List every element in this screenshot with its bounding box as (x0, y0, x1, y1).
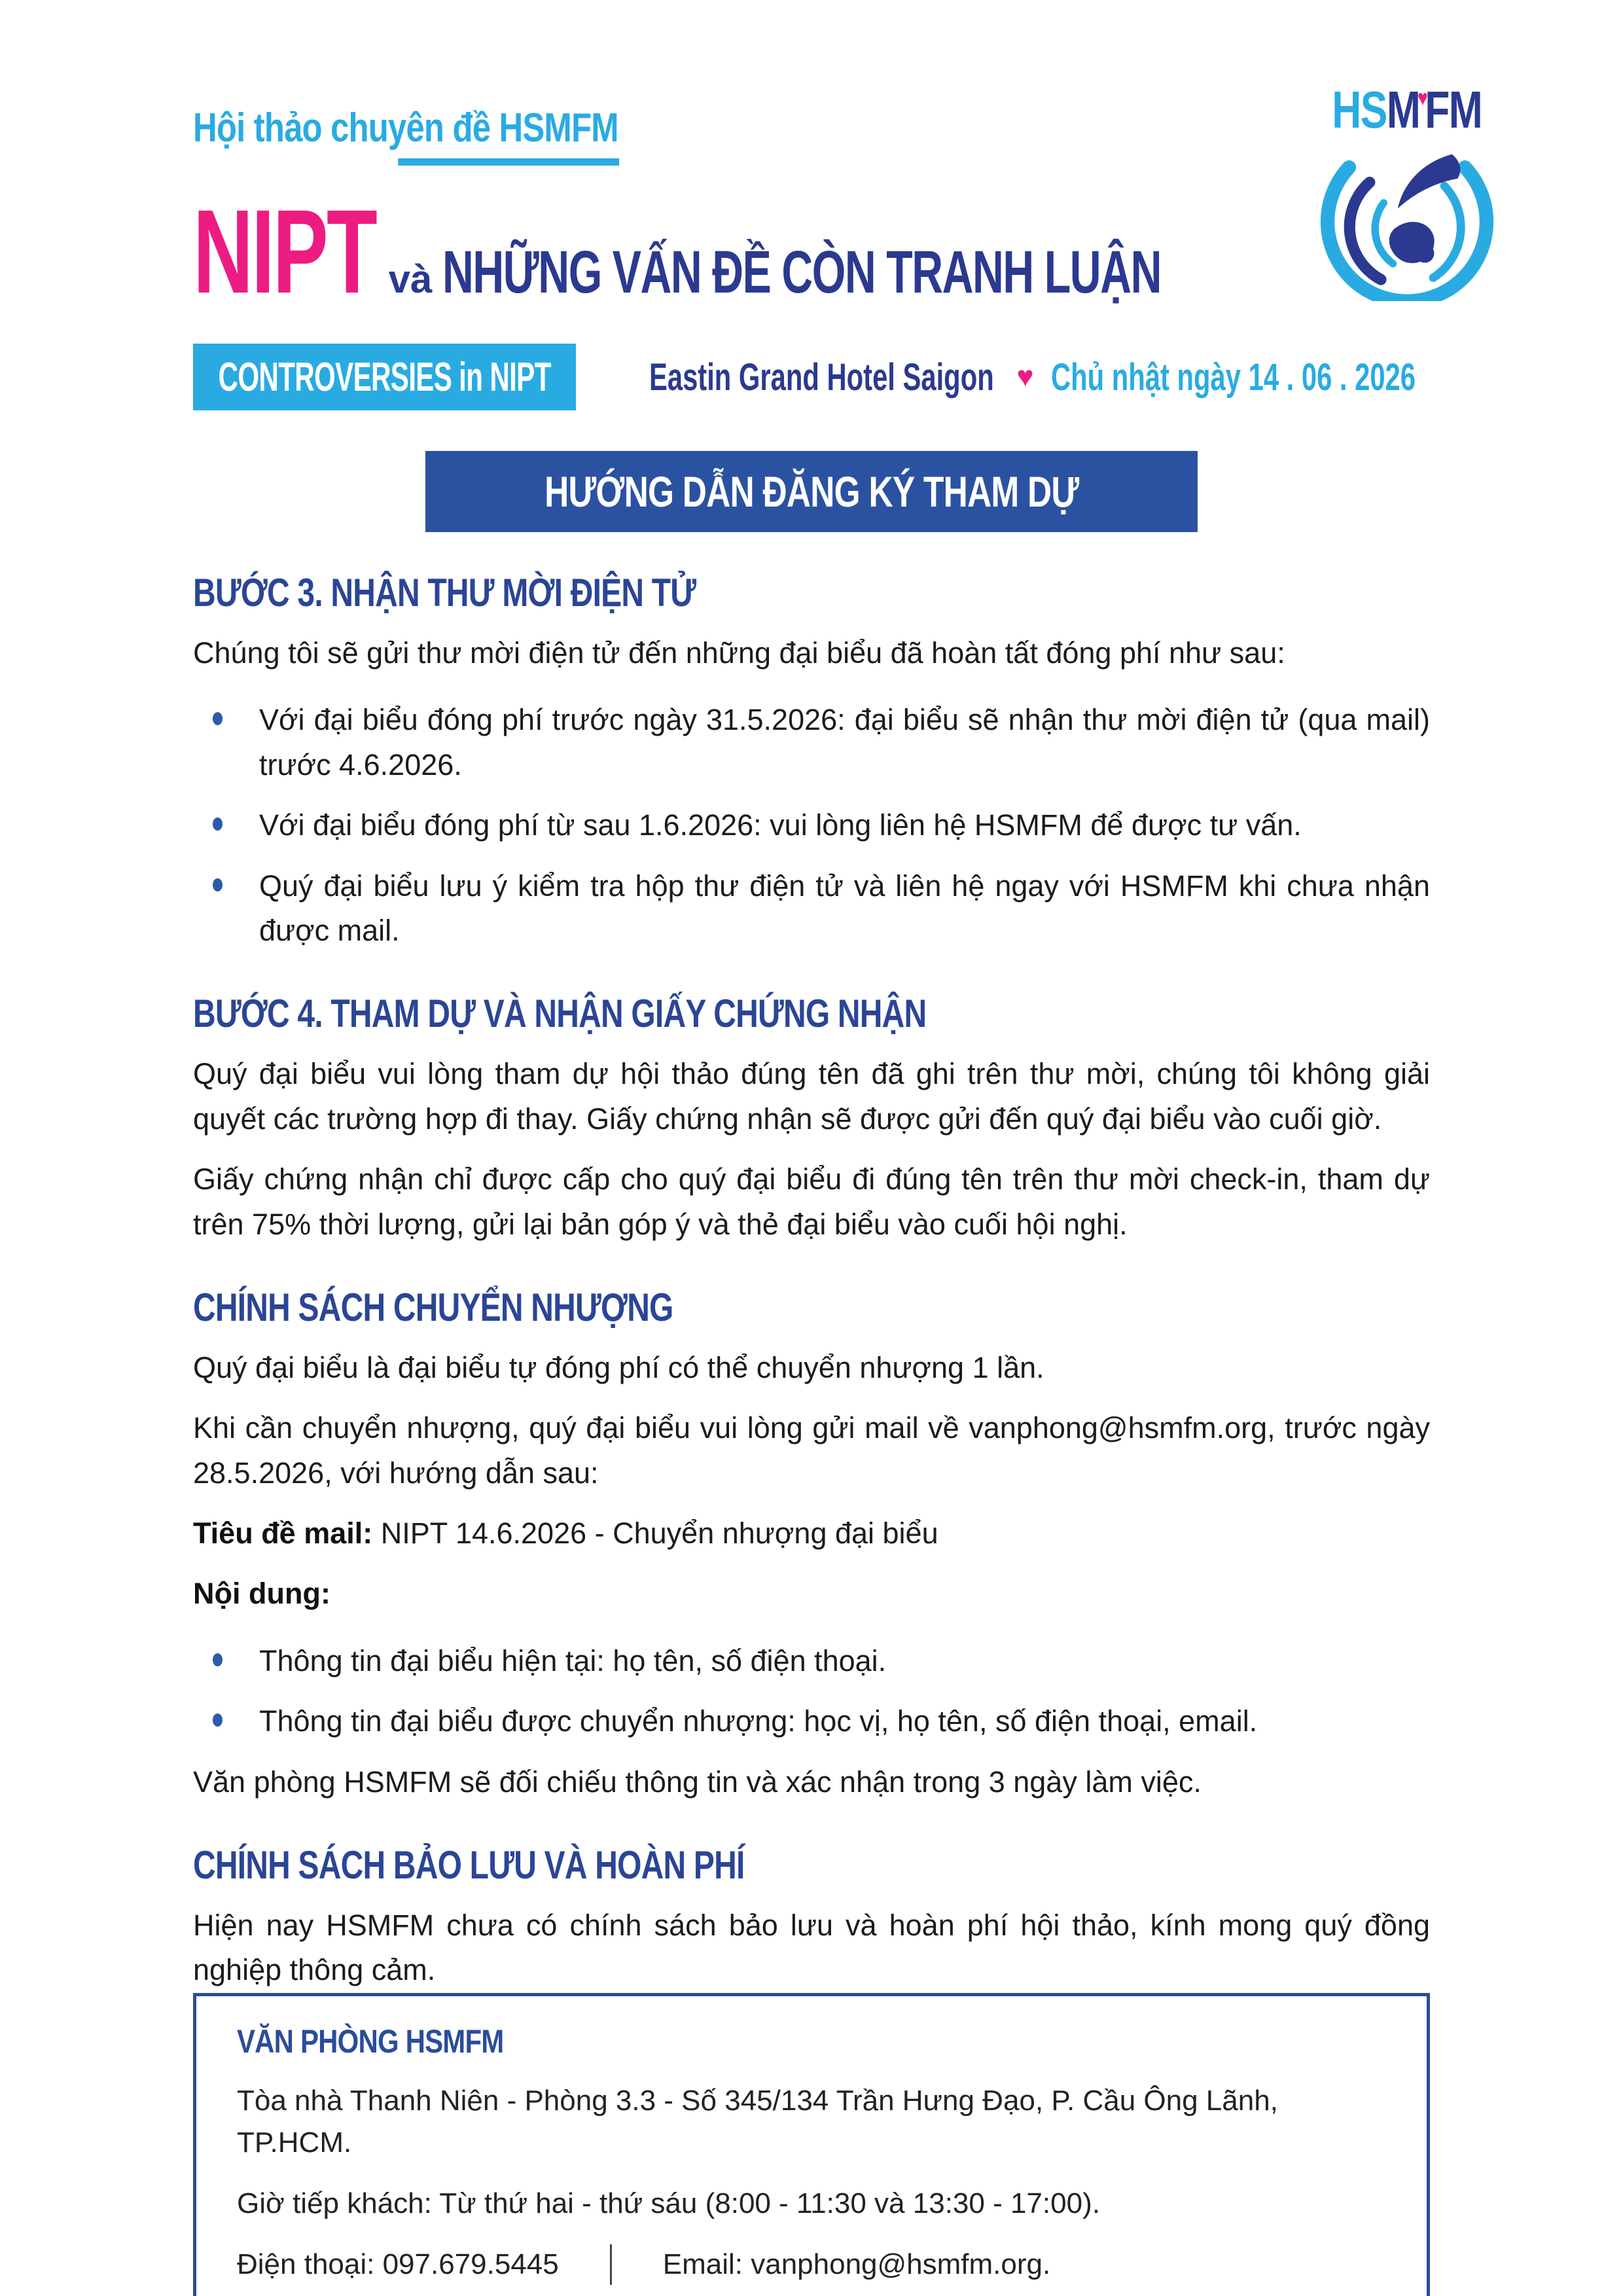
section-step4 (193, 991, 1430, 1036)
office-contact-box (193, 1993, 1430, 2296)
office-contact-line (237, 2244, 1386, 2285)
logo-text-hs: HS (1332, 81, 1387, 139)
office-hours: Giờ tiếp khách: Từ thứ hai - thứ sáu (8:00 - 11:30 và 13:30 - 17:00). (237, 2187, 1100, 2220)
section-transfer (193, 1285, 1430, 1330)
email-label: Email: (662, 2248, 751, 2281)
step4-paragraph: Giấy chứng nhận chỉ được cấp cho quý đại biểu đi đúng tên trên thư mời check-in, tham dự trên 75% thời lượng, gửi lại bản góp ý và thẻ đại biểu vào cuối hội nghị. (193, 1162, 1430, 1241)
list-item-text: Thông tin đại biểu được chuyển nhượng: học vị, họ tên, số điện thoại, email. (259, 1704, 1258, 1738)
transfer-note: Văn phòng HSMFM sẽ đối chiếu thông tin và xác nhận trong 3 ngày làm việc. (193, 1765, 1202, 1799)
section-step3-heading: BƯỚC 3. NHẬN THƯ MỜI ĐIỆN TỬ (193, 571, 696, 615)
transfer-paragraph: Khi cần chuyển nhượng, quý đại biểu vui lòng gửi mail về vanphong@hsmfm.org, trước ngày 28.5.2026, với hướng dẫn sau: (193, 1411, 1430, 1490)
bullet-dot-icon (213, 712, 223, 725)
mail-subject-label: Tiêu đề mail: (193, 1516, 373, 1551)
phone-label: Điện thoại: (237, 2248, 383, 2281)
step3-intro: Chúng tôi sẽ gửi thư mời điện tử đến những đại biểu đã hoàn tất đóng phí như sau: (193, 636, 1285, 670)
mother-child-emblem-icon (1312, 137, 1502, 301)
list-item-text: Với đại biểu đóng phí trước ngày 31.5.2026: đại biểu sẽ nhận thư mời điện tử (qua mail) trước 4.6.2026. (259, 703, 1430, 781)
section-step3 (193, 570, 1430, 615)
event-tagline (193, 105, 618, 151)
section-refund (193, 1842, 1430, 1888)
bullet-dot-icon (213, 878, 223, 891)
hsmfm-logo (1296, 81, 1518, 301)
event-date: Chủ nhật ngày 14 . 06 . 2026 (1050, 355, 1416, 399)
office-email (663, 2248, 1051, 2281)
event-tagline-text: Hội thảo chuyên đề HSMFM (193, 105, 618, 151)
mail-content-label: Nội dung: (193, 1577, 330, 1611)
email-value: vanphong@hsmfm.org. (751, 2248, 1051, 2281)
refund-paragraph: Hiện nay HSMFM chưa có chính sách bảo lưu và hoàn phí hội thảo, kính mong quý đồng nghiệp thông cảm. (193, 1909, 1430, 1987)
controversies-badge-text: CONTROVERSIES in NIPT (218, 354, 551, 400)
header (193, 105, 1430, 151)
list-item-text: Thông tin đại biểu hiện tại: họ tên, số điện thoại. (259, 1643, 887, 1677)
mail-subject-value: NIPT 14.6.2026 - Chuyển nhượng đại biểu (372, 1516, 938, 1551)
event-title (193, 185, 1430, 318)
registration-guide-banner-text: HƯỚNG DẪN ĐĂNG KÝ THAM DỰ (544, 467, 1079, 516)
tagline-underline (399, 158, 620, 166)
section-step4-heading: BƯỚC 4. THAM DỰ VÀ NHẬN GIẤY CHỨNG NHẬN (193, 992, 927, 1036)
bullet-dot-icon (213, 817, 223, 831)
logo-text-fm: FM (1425, 81, 1482, 139)
hsmfm-logo-wordmark (1332, 81, 1482, 139)
step4-paragraph: Quý đại biểu vui lòng tham dự hội thảo đúng tên đã ghi trên thư mời, chúng tôi không giải quyết các trường hợp đi thay. Giấy chứng nhận sẽ được gửi đến quý đại biểu vào cuối giờ. (193, 1057, 1430, 1136)
event-subtitle-row (193, 344, 1430, 410)
heart-icon: ♥ (1016, 361, 1034, 393)
mail-content-label-line (193, 1571, 1430, 1616)
mail-subject-line (193, 1511, 1430, 1556)
contact-divider (610, 2244, 612, 2285)
title-connector: và (388, 257, 433, 301)
controversies-badge (193, 344, 576, 410)
phone-value: 097.679.5445 (382, 2248, 559, 2281)
registration-guide-banner (425, 451, 1198, 532)
office-heading (237, 2022, 1386, 2060)
list-item-text: Quý đại biểu lưu ý kiểm tra hộp thư điện tử và liên hệ ngay với HSMFM khi chưa nhận được mail. (259, 869, 1430, 947)
venue-text: Eastin Grand Hotel Saigon (649, 355, 994, 399)
list-item-text: Với đại biểu đóng phí từ sau 1.6.2026: vui lòng liên hệ HSMFM để được tư vấn. (259, 808, 1302, 842)
office-heading-text: VĂN PHÒNG HSMFM (237, 2022, 504, 2060)
list-item (193, 1639, 1430, 1683)
office-address: Tòa nhà Thanh Niên - Phòng 3.3 - Số 345/134 Trần Hưng Đạo, P. Cầu Ông Lãnh, TP.HCM. (237, 2084, 1278, 2159)
step3-bullet-list (193, 682, 1430, 953)
list-item (193, 698, 1430, 787)
office-phone (237, 2248, 559, 2281)
section-refund-heading: CHÍNH SÁCH BẢO LƯU VÀ HOÀN PHÍ (193, 1843, 745, 1888)
list-item (193, 803, 1430, 848)
section-transfer-heading: CHÍNH SÁCH CHUYỂN NHƯỢNG (193, 1285, 673, 1329)
title-rest: NHỮNG VẤN ĐỀ CÒN TRANH LUẬN (442, 239, 1162, 306)
heart-icon: ♥ (1418, 86, 1427, 111)
bullet-dot-icon (213, 1713, 223, 1727)
transfer-bullet-list (193, 1623, 1430, 1744)
logo-text-m: M (1387, 81, 1420, 139)
bullet-dot-icon (213, 1653, 223, 1666)
title-nipt: NIPT (193, 185, 376, 318)
list-item (193, 864, 1430, 954)
list-item (193, 1699, 1430, 1744)
transfer-paragraph: Quý đại biểu là đại biểu tự đóng phí có thể chuyển nhượng 1 lần. (193, 1350, 1044, 1384)
